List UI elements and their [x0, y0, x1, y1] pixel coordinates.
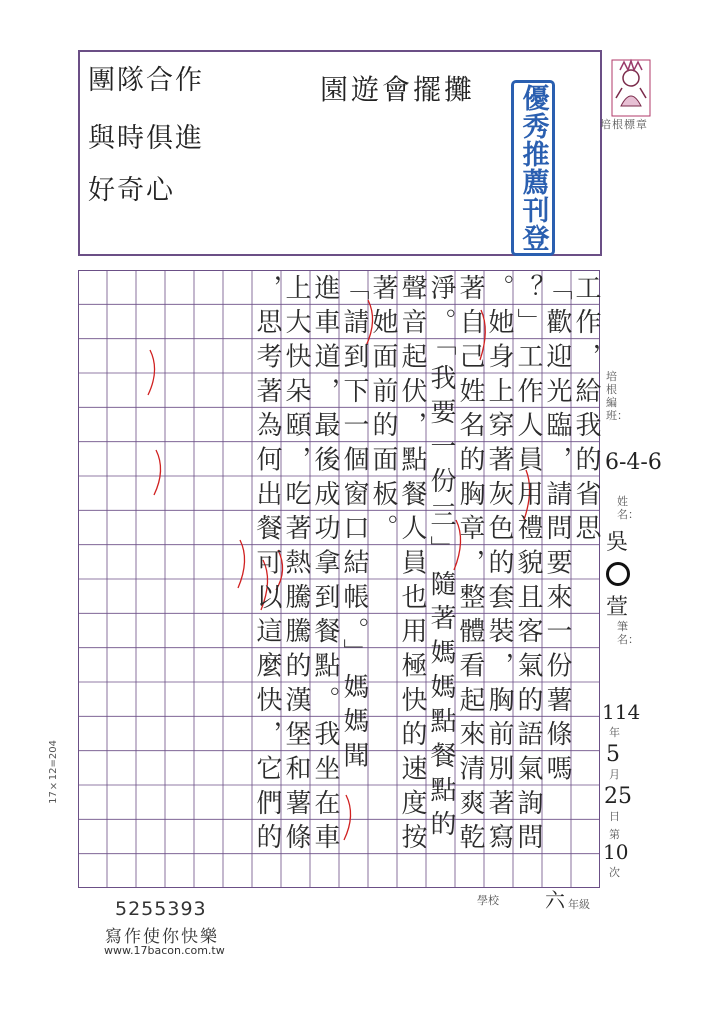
essay-column — [455, 270, 484, 858]
essay-column-text: 淨。「我要一份三」隨著媽媽點餐點的 — [426, 274, 456, 845]
name-hidden-circle — [606, 562, 630, 586]
times-value: 10 — [603, 840, 629, 864]
grid-size-note: 17×12=204 — [48, 740, 59, 804]
year-label: 年 — [609, 726, 620, 739]
grade-value: 六 — [545, 888, 565, 912]
month-label: 月 — [609, 768, 620, 781]
essay-column-text: ？」工作人員用禮貌且客氣的語氣詢問 — [513, 274, 543, 858]
essay-column — [513, 270, 542, 858]
essay-column-text: 「歡迎光臨，請問要來一份薯條嗎 — [542, 274, 572, 789]
class-label: 培根編班： — [606, 370, 628, 422]
essay-column — [571, 270, 600, 549]
grade-label: 年級 — [568, 898, 590, 911]
essay-column — [542, 270, 571, 789]
paper-code: 5255393 — [115, 898, 207, 920]
essay-column-text: 著她面前的面板。 — [368, 274, 398, 549]
school-label: 學校 — [477, 894, 499, 907]
essay-column-text: 著自己姓名的胸章，整體看起來清爽乾 — [455, 274, 485, 858]
class-value: 6-4-6 — [605, 450, 662, 475]
times-suffix: 次 — [609, 866, 620, 879]
essay-column — [484, 270, 513, 858]
essay-column — [281, 270, 310, 858]
essay-column — [368, 270, 397, 549]
year-value: 114 — [602, 700, 641, 724]
essay-topic: 園遊會擺攤 — [320, 73, 476, 106]
emblem-label: 培根標章 — [600, 118, 648, 131]
essay-column — [397, 270, 426, 858]
essay-column-text: 進車道，最後成功拿到餐點。我坐在車 — [310, 274, 340, 858]
recommendation-stamp — [511, 80, 555, 256]
day-value: 25 — [604, 784, 632, 809]
essay-body — [78, 270, 600, 888]
essay-column — [252, 270, 281, 858]
comment-line-1: 團隊合作 — [88, 65, 204, 96]
day-label: 日 — [609, 810, 620, 823]
essay-column-text: 聲音起伏，點餐人員也用極快的速度按 — [397, 274, 427, 858]
name-char-3: 萱 — [606, 595, 629, 620]
essay-column — [426, 270, 455, 845]
comment-line-3: 好奇心 — [88, 175, 175, 206]
stamp-text: 優秀推薦刊登 — [517, 84, 549, 252]
essay-column-text: ，思考著為何出餐可以這麼快，它們的 — [252, 274, 282, 858]
bacon-emblem-icon — [610, 56, 652, 120]
essay-column — [310, 270, 339, 858]
times-label: 第 — [609, 828, 620, 841]
name-char-1: 吳 — [606, 530, 629, 555]
essay-column-text: 工作，給我的省思 — [571, 274, 601, 549]
pen-name-label: 筆名： — [617, 620, 639, 646]
essay-column-text: 「請到下一個窗口結帳。」媽媽聞 — [339, 274, 369, 776]
essay-column — [339, 270, 368, 776]
essay-column-text: 上大快朵頤，吃著熱騰騰的漢堡和薯條 — [281, 274, 311, 858]
name-label: 姓名： — [617, 495, 639, 521]
month-value: 5 — [606, 742, 620, 767]
brand-slogan: 寫作使你快樂 — [105, 927, 219, 947]
essay-column-text: 。她身上穿著灰色的套裝，胸前別著寫 — [484, 274, 514, 858]
brand-url: www.17bacon.com.tw — [104, 944, 225, 957]
comment-line-2: 與時俱進 — [88, 123, 204, 154]
